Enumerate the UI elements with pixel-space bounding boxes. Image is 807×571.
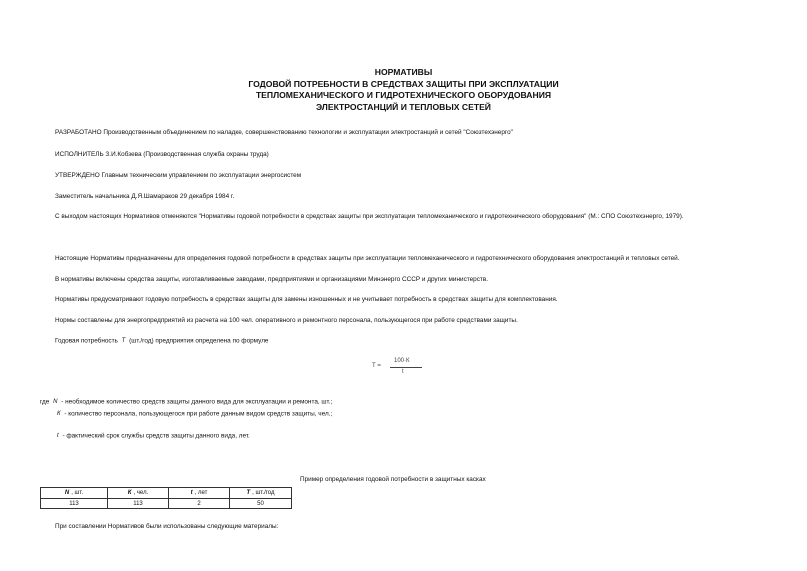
developed-by: РАЗРАБОТАНО Производственным объединением по наладке, совершенствованию технологии и эксплуатации электростанций и сетей "Союзтехэнерго" xyxy=(55,129,513,136)
body-paragraph: В нормативы включены средства защиты, изготавливаемые заводами, предприятиями и организациями Минэнерго СССР и других министерств. xyxy=(55,276,489,283)
body-paragraph: Нормативы предусматривают годовую потребность в средствах защиты для замены изношенных и не учитывает потребность в средствах защиты для комплектования. xyxy=(55,296,558,303)
body-paragraph: Настоящие Нормативы предназначены для определения годовой потребности в средствах защиты при эксплуатации тепломеханического и гидротехнического оборудования электростанций и тепловых сетей. xyxy=(55,255,680,262)
definition-symbol: К xyxy=(57,411,61,417)
title-line: ТЕПЛОМЕХАНИЧЕСКОГО И ГИДРОТЕХНИЧЕСКОГО ОБОРУДОВАНИЯ xyxy=(255,90,552,100)
table-row xyxy=(41,499,292,509)
table-header-cell: N , шт. xyxy=(41,488,108,499)
executor: ИСПОЛНИТЕЛЬ З.И.Кобзева (Производственная служба охраны труда) xyxy=(55,151,269,158)
table-cell: 113 xyxy=(41,499,108,509)
document-title xyxy=(0,67,807,113)
table-header-cell: t , лет xyxy=(169,488,230,499)
formula-lhs: Т = xyxy=(372,363,381,369)
definition-symbol: t xyxy=(57,433,59,439)
table-caption: Пример определения годовой потребности в защитных касках xyxy=(300,476,486,483)
supersedes-note: С выходом настоящих Нормативов отменяются "Нормативы годовой потребности в средствах защиты при эксплуатации тепломеханического и гидротехнического оборудования" (М.: СПО Союзтехэнерго, 1979). xyxy=(55,213,684,220)
table-cell: 2 xyxy=(169,499,230,509)
example-table xyxy=(40,487,292,509)
definition-text: - фактический срок службы средств защиты данного вида, лет. xyxy=(62,432,250,440)
definition-text: - необходимое количество средств защиты данного вида для эксплуатации и ремонта, шт.; xyxy=(61,398,333,406)
table-header-row xyxy=(41,488,292,499)
body-paragraph: Нормы составлены для энергопредприятий из расчета на 100 чел. оперативного и ремонтного персонала, пользующегося при работе средствами защиты. xyxy=(55,317,518,324)
definition-text: - количество персонала, пользующегося при работе данным видом средств защиты, чел.; xyxy=(64,410,333,418)
formula-intro xyxy=(55,337,268,346)
approved-by: УТВЕРЖДЕНО Главным техническим управлением по эксплуатации энергосистем xyxy=(55,172,302,179)
title-line: ЭЛЕКТРОСТАНЦИЙ И ТЕПЛОВЫХ СЕТЕЙ xyxy=(316,101,491,112)
formula-intro-after: (шт./год) предприятия определена по формуле xyxy=(129,337,269,345)
formula-denominator: t xyxy=(402,369,404,375)
table-header-cell: К , чел. xyxy=(108,488,169,499)
definition-item xyxy=(55,410,332,419)
title-line: НОРМАТИВЫ xyxy=(374,67,433,77)
table-cell: 113 xyxy=(108,499,169,509)
table-cell: 50 xyxy=(230,499,292,509)
definition-symbol: N xyxy=(53,399,58,405)
materials-note: При составлении Нормативов были использованы следующие материалы: xyxy=(55,523,279,530)
title-line: ГОДОВОЙ ПОТРЕБНОСТИ В СРЕДСТВАХ ЗАЩИТЫ ПРИ ЭКСПЛУАТАЦИИ xyxy=(248,78,559,89)
table-header-cell: Т , шт./год xyxy=(230,488,292,499)
formula-numerator: 100·К xyxy=(394,358,410,364)
definition-prefix: где xyxy=(40,398,50,406)
formula-symbol-t: Т xyxy=(121,338,126,344)
deputy-signature: Заместитель начальника Д.Я.Шамараков 29 декабря 1984 г. xyxy=(55,193,235,200)
definition-item xyxy=(40,398,332,407)
formula-intro-before: Годовая потребность xyxy=(55,337,118,345)
formula-fraction-bar xyxy=(390,367,422,368)
definition-item xyxy=(55,432,250,441)
